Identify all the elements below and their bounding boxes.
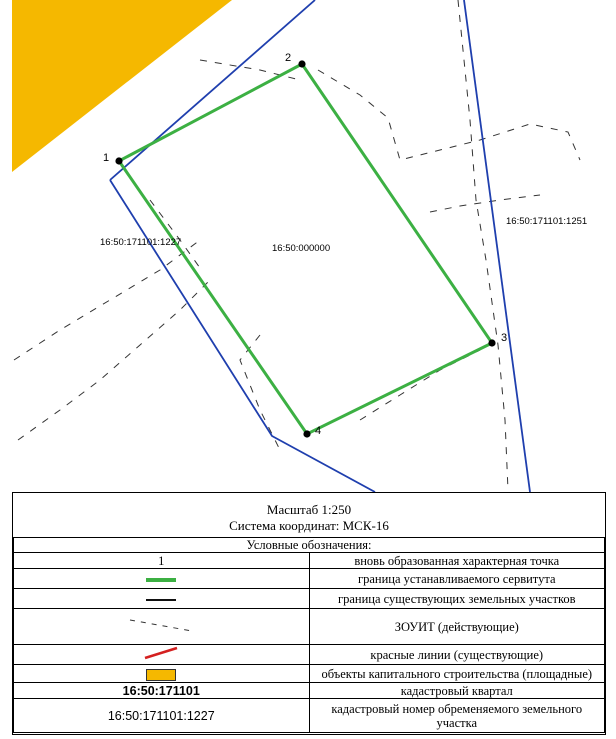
- zouit-line: [458, 0, 508, 490]
- legend-header: [13, 493, 605, 537]
- legend-row: [14, 589, 605, 609]
- legend-title: Условные обозначения:: [14, 538, 605, 553]
- zouit-line: [360, 350, 480, 420]
- legend-symbol-cadastral-number: 16:50:171101:1227: [14, 699, 310, 733]
- legend-desc: кадастровый квартал: [309, 683, 605, 699]
- zouit-line: [150, 200, 200, 268]
- legend-title-row: [14, 538, 605, 553]
- point-marker-3: [488, 339, 495, 346]
- legend: [12, 492, 606, 735]
- legend-desc: ЗОУИТ (действующие): [309, 609, 605, 645]
- legend-symbol-point: 1: [14, 553, 310, 569]
- legend-symbol-zouit: [14, 609, 310, 645]
- point-label-3: 3: [501, 332, 508, 344]
- legend-desc: объекты капитального строительства (площадные): [309, 665, 605, 683]
- legend-row: [14, 699, 605, 733]
- legend-table: [13, 537, 605, 733]
- point-label-1: 1: [103, 152, 110, 164]
- legend-row: [14, 569, 605, 589]
- point-label-4: 4: [315, 425, 322, 437]
- parcel-label-new: 16:50:000000: [272, 243, 331, 254]
- legend-desc: вновь образованная характерная точка: [309, 553, 605, 569]
- building-swatch: [146, 669, 176, 681]
- legend-symbol-servitude: [14, 569, 310, 589]
- legend-desc: кадастровый номер обременяемого земельного участка: [309, 699, 605, 733]
- parcel-label-left: 16:50:171101:1227: [100, 237, 182, 248]
- legend-row: [14, 553, 605, 569]
- legend-desc: красные линии (существующие): [309, 645, 605, 665]
- zouit-line: [14, 240, 200, 360]
- parcel-label-right: 16:50:171101:1251: [506, 216, 588, 227]
- map-scale: Масштаб 1:250: [266, 502, 352, 517]
- zouit-line: [430, 195, 540, 212]
- coordinate-system: Система координат: МСК-16: [229, 518, 389, 533]
- parcel-border-swatch: [146, 599, 176, 601]
- zouit-line: [18, 280, 210, 440]
- point-marker-1: [115, 157, 122, 164]
- servitude-swatch: [146, 578, 176, 582]
- parcel-border: [464, 0, 530, 492]
- red-line-swatch: [139, 645, 183, 661]
- zouit-swatch: [126, 614, 196, 636]
- point-marker-2: [298, 60, 305, 67]
- legend-desc: граница существующих земельных участков: [309, 589, 605, 609]
- legend-row: [14, 645, 605, 665]
- point-label-2: 2: [285, 52, 292, 64]
- legend-desc: граница устанавливаемого сервитута: [309, 569, 605, 589]
- legend-row: [14, 665, 605, 683]
- capital-construction-object: [12, 0, 232, 172]
- legend-symbol-red-line: [14, 645, 310, 665]
- legend-symbol-parcel-border: [14, 589, 310, 609]
- legend-symbol-building: [14, 665, 310, 683]
- point-marker-4: [303, 430, 310, 437]
- legend-row: [14, 609, 605, 645]
- zouit-line: [240, 335, 280, 450]
- legend-symbol-quarter: 16:50:171101: [14, 683, 310, 699]
- legend-row: [14, 683, 605, 699]
